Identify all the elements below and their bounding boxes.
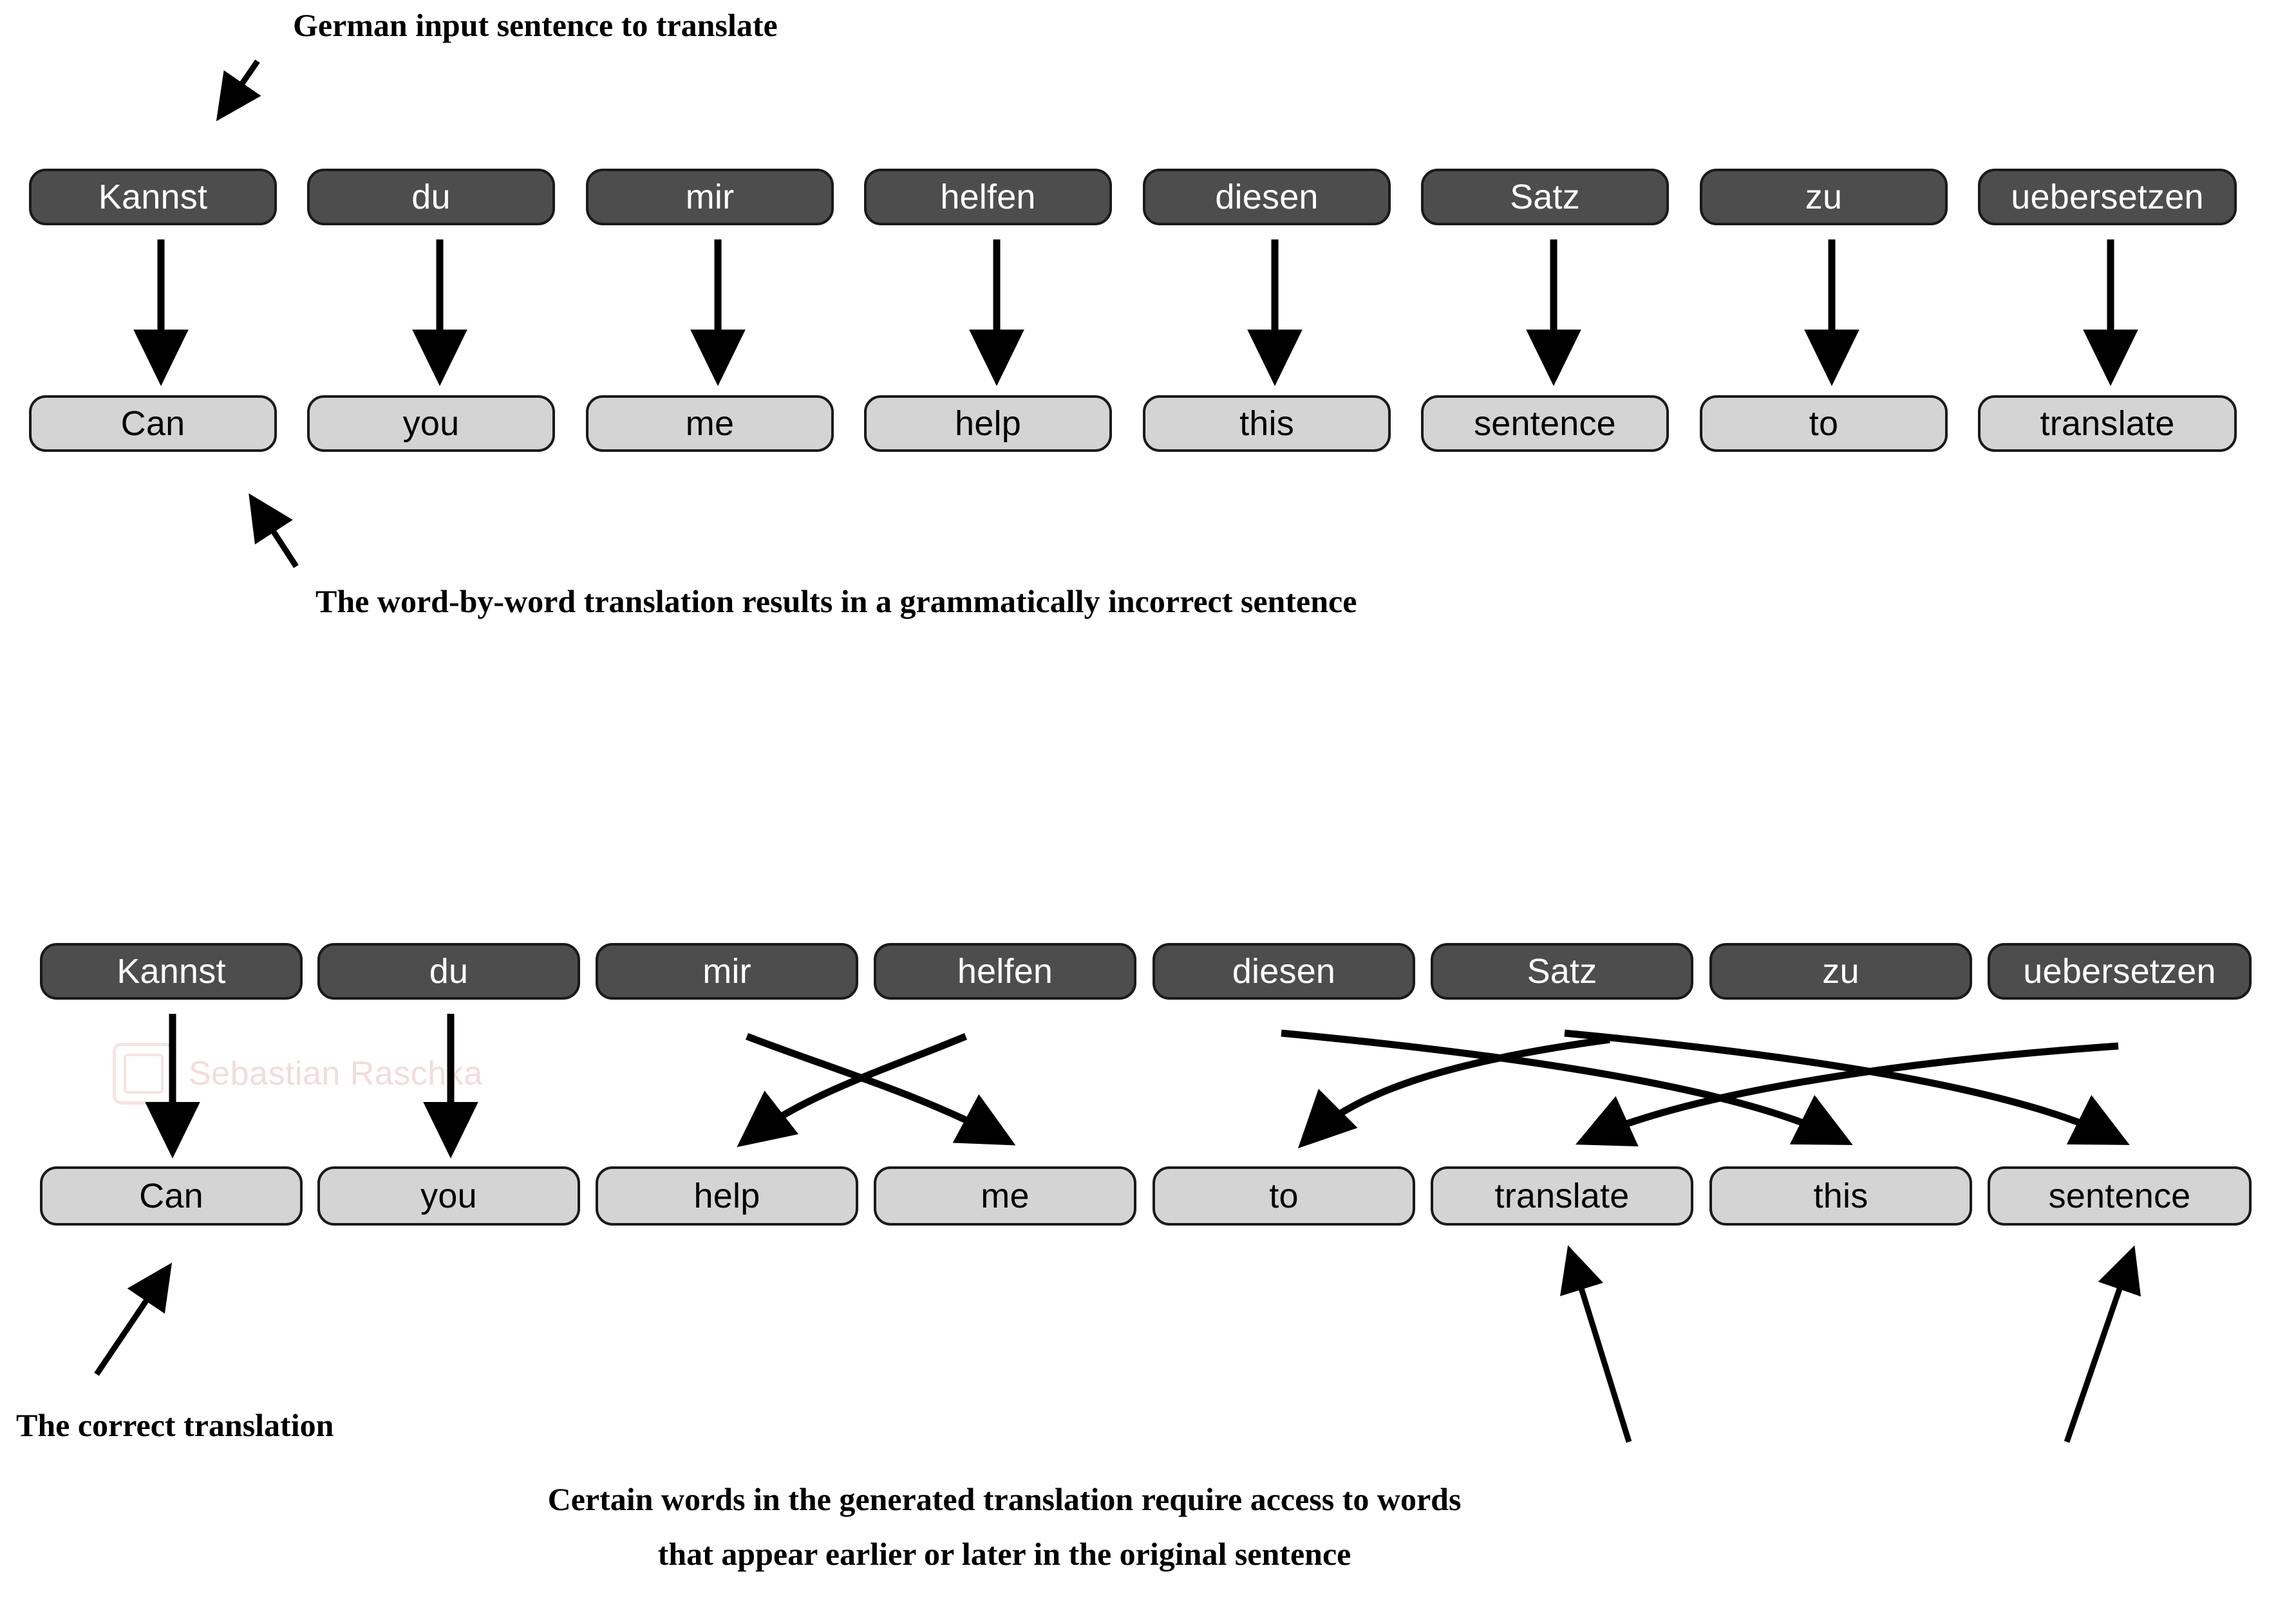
watermark [113, 1043, 483, 1105]
bottom-source-token-6: zu [1709, 943, 1972, 1000]
top-source-token-2: mir [586, 169, 834, 225]
bottom-align-arrow-3 [747, 1036, 966, 1139]
bottom-align-arrow-4 [1281, 1033, 1841, 1139]
top-source-token-0: Kannst [29, 169, 277, 225]
bottom-align-arrow-2 [747, 1036, 1004, 1139]
bottom-source-token-7: uebersetzen [1988, 943, 2252, 1000]
annotation-input-note: German input sentence to translate [293, 7, 778, 43]
arrow-input-note [222, 61, 258, 113]
annotation-access-note-line2: that appear earlier or later in the original sentence [657, 1536, 1351, 1572]
bottom-target-token-1: you [317, 1166, 580, 1226]
annotation-wordbyword-note: The word-by-word translation results in a grammatically incorrect sentence [315, 583, 1357, 619]
bottom-source-token-3: helfen [874, 943, 1136, 1000]
top-target-token-4: this [1143, 395, 1391, 452]
bottom-target-token-6: this [1709, 1166, 1972, 1226]
watermark-text: Sebastian Raschka [189, 1055, 483, 1092]
arrow-access-note-sentence [2067, 1255, 2131, 1442]
bottom-target-token-5: translate [1431, 1166, 1693, 1226]
top-target-token-1: you [307, 395, 555, 452]
top-source-token-6: zu [1700, 169, 1948, 225]
annotation-correct-note: The correct translation [16, 1407, 334, 1443]
bottom-source-token-4: diesen [1153, 943, 1415, 1000]
bottom-align-arrow-6 [1307, 1040, 1610, 1139]
bottom-source-token-0: Kannst [40, 943, 303, 1000]
top-source-token-3: helfen [864, 169, 1112, 225]
annotation-access-note-line1: Certain words in the generated translation require access to words [547, 1481, 1462, 1517]
bottom-target-token-3: me [874, 1166, 1136, 1226]
bottom-source-token-1: du [317, 943, 580, 1000]
bottom-source-token-2: mir [596, 943, 858, 1000]
top-source-token-1: du [307, 169, 555, 225]
top-target-token-7: translate [1978, 395, 2237, 452]
bottom-target-token-4: to [1153, 1166, 1415, 1226]
bottom-align-arrow-7 [1587, 1046, 2118, 1139]
top-target-token-3: help [864, 395, 1112, 452]
bottom-target-token-0: Can [40, 1166, 303, 1226]
watermark-logo-icon [113, 1043, 174, 1105]
top-source-token-5: Satz [1421, 169, 1669, 225]
arrow-correct-note [97, 1271, 166, 1374]
arrow-wordbyword-note [254, 502, 296, 566]
top-target-token-2: me [586, 395, 834, 452]
bottom-align-arrow-5 [1565, 1033, 2118, 1139]
top-target-token-6: to [1700, 395, 1948, 452]
top-source-token-7: uebersetzen [1978, 169, 2237, 225]
bottom-target-token-2: help [596, 1166, 858, 1226]
arrow-access-note-translate [1571, 1255, 1629, 1442]
bottom-target-token-7: sentence [1988, 1166, 2252, 1226]
bottom-source-token-5: Satz [1431, 943, 1693, 1000]
top-target-token-0: Can [29, 395, 277, 452]
top-target-token-5: sentence [1421, 395, 1669, 452]
top-source-token-4: diesen [1143, 169, 1391, 225]
